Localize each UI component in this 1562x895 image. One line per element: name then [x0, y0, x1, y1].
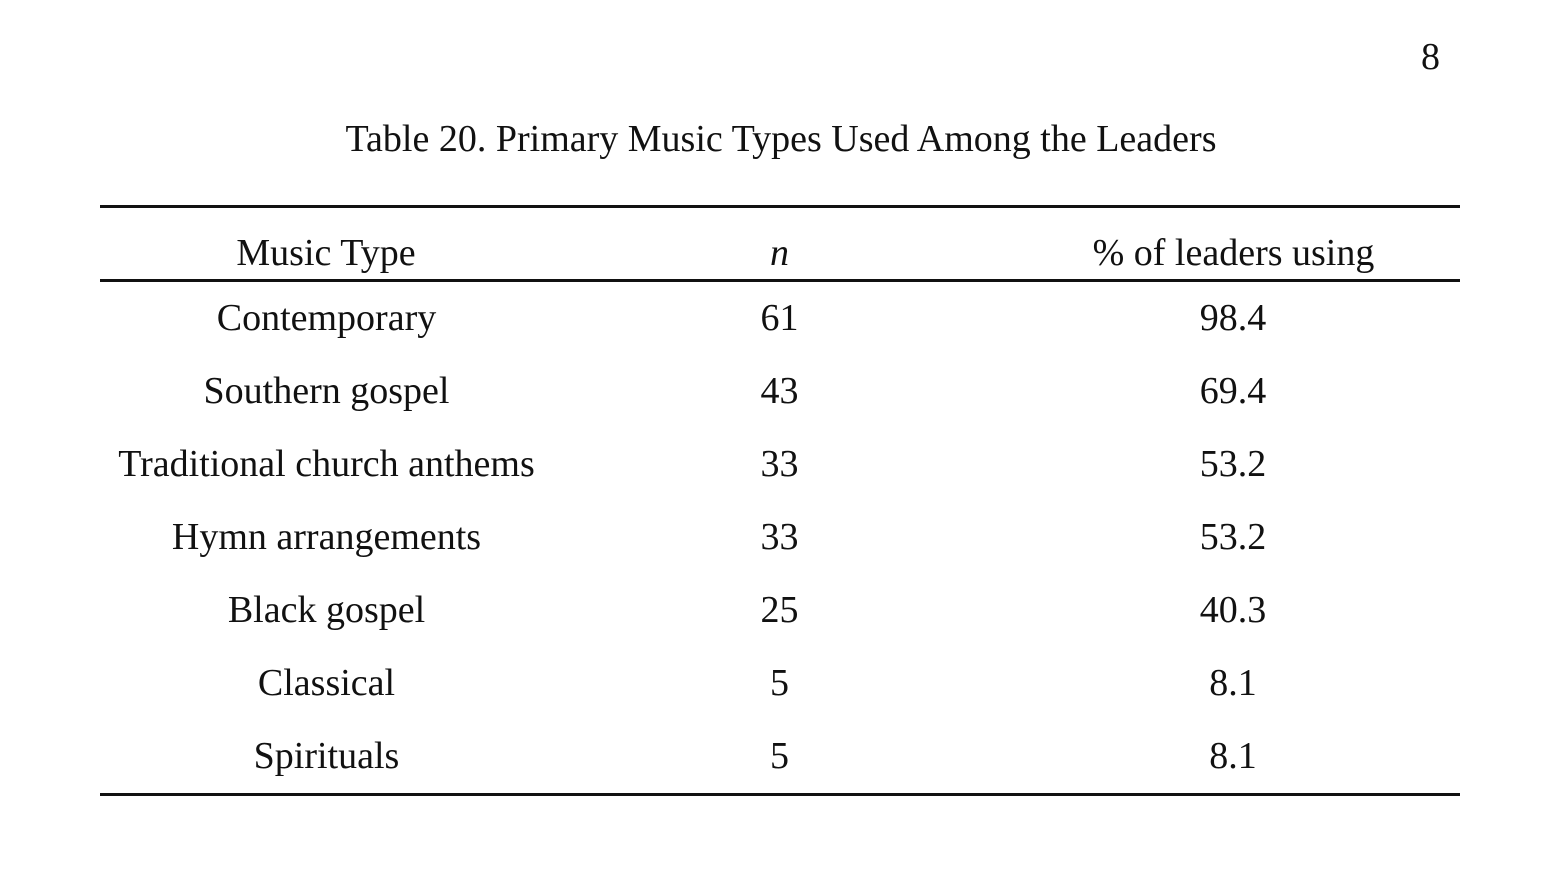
header-music-type: Music Type	[236, 232, 416, 274]
cell-music-type: Southern gospel	[203, 370, 450, 412]
music-types-table	[100, 205, 1460, 796]
cell-n: 33	[760, 443, 799, 485]
page-number: 8	[1421, 36, 1440, 78]
table-title: Table 20. Primary Music Types Used Among the Leaders	[345, 118, 1217, 160]
cell-music-type: Hymn arrangements	[171, 516, 482, 558]
cell-percent: 8.1	[1209, 735, 1257, 777]
header-percent-leaders: % of leaders using	[1006, 207, 1460, 281]
cell-n: 5	[770, 735, 789, 777]
cell-n: 33	[760, 516, 799, 558]
cell-music-type: Classical	[257, 662, 396, 704]
cell-music-type: Spirituals	[253, 735, 400, 777]
table-row	[100, 355, 1460, 428]
table-header-row	[100, 207, 1460, 281]
cell-music-type: Contemporary	[216, 297, 437, 339]
table-row	[100, 574, 1460, 647]
cell-percent: 53.2	[1199, 443, 1267, 485]
cell-percent: 98.4	[1199, 297, 1267, 339]
cell-percent: 40.3	[1199, 589, 1267, 631]
table-row	[100, 428, 1460, 501]
cell-percent: 8.1	[1209, 662, 1257, 704]
table-row	[100, 281, 1460, 356]
cell-percent: 53.2	[1199, 516, 1267, 558]
cell-percent: 69.4	[1199, 370, 1267, 412]
cell-n: 43	[760, 370, 799, 412]
cell-n: 61	[760, 297, 799, 339]
cell-n: 25	[760, 589, 799, 631]
table-row	[100, 647, 1460, 720]
table-row	[100, 720, 1460, 795]
cell-n: 5	[770, 662, 789, 704]
cell-music-type: Traditional church anthems	[118, 443, 535, 485]
cell-music-type: Black gospel	[227, 589, 426, 631]
header-n: n	[553, 207, 1006, 281]
table-row	[100, 501, 1460, 574]
